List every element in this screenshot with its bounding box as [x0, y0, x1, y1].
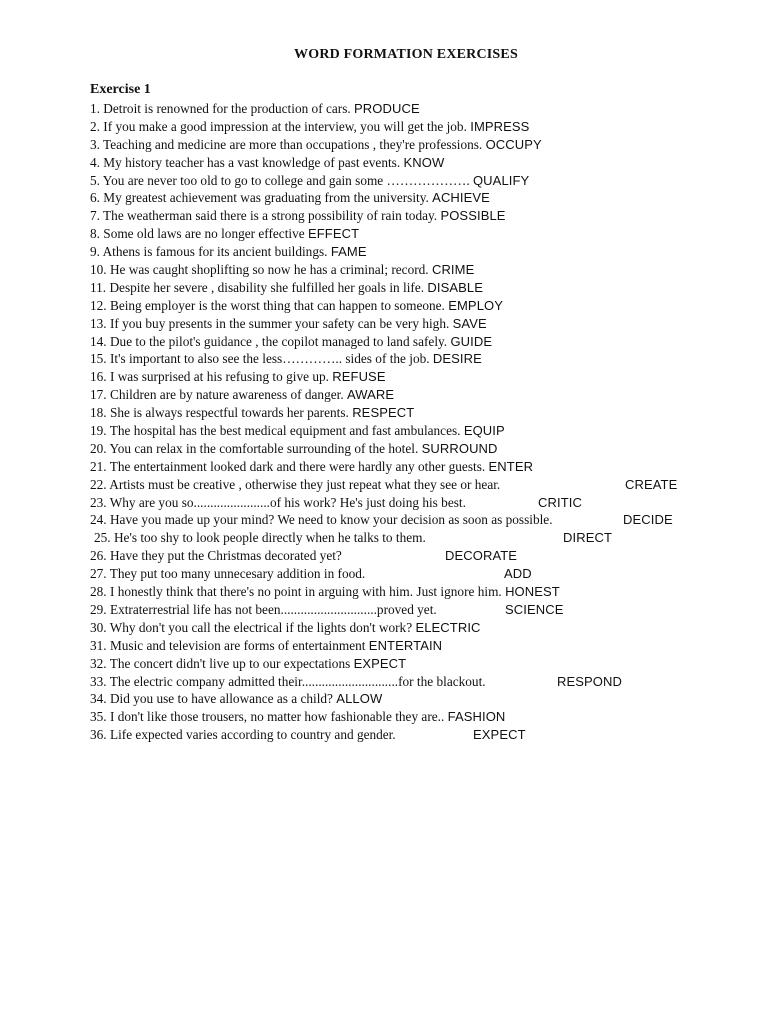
item-keyword: EXPECT	[473, 727, 526, 743]
exercise-item-5	[90, 172, 700, 190]
exercise-item-21	[90, 458, 700, 476]
item-sentence: 26. Have they put the Christmas decorated yet?	[90, 548, 342, 564]
exercise-item-25	[90, 529, 700, 547]
exercise-item-13	[90, 315, 700, 333]
item-sentence: 21. The entertainment looked dark and there were hardly any other guests.	[90, 458, 489, 474]
item-keyword: DISABLE	[427, 279, 484, 295]
exercise-item-14	[90, 333, 700, 351]
exercise-item-29	[90, 601, 700, 619]
exercise-item-12	[90, 297, 700, 315]
item-keyword: HONEST	[505, 584, 560, 600]
item-sentence: 33. The electric company admitted their.............................for the blackout.	[90, 673, 486, 689]
exercise-item-18	[90, 404, 700, 422]
exercise-item-8	[90, 225, 700, 243]
item-sentence: 23. Why are you so.......................of his work? He's just doing his best.	[90, 494, 466, 510]
item-sentence: 16. I was surprised at his refusing to give up.	[90, 369, 333, 385]
item-sentence: 12. Being employer is the worst thing that can happen to someone.	[90, 297, 449, 313]
exercise-item-31	[90, 637, 700, 655]
item-keyword: CREATE	[625, 476, 678, 492]
item-keyword: POSSIBLE	[440, 208, 506, 224]
exercise-item-22	[90, 476, 700, 494]
item-keyword: IMPRESS	[470, 118, 530, 134]
item-sentence: 30. Why don't you call the electrical if the lights don't work?	[90, 619, 416, 635]
exercise-item-list	[90, 100, 700, 744]
item-sentence: 24. Have you made up your mind? We need to know your decision as soon as possible.	[90, 512, 553, 528]
item-keyword: EFFECT	[307, 226, 360, 242]
item-sentence: 3. Teaching and medicine are more than occupations , they're professions.	[90, 136, 486, 152]
exercise-item-6	[90, 189, 700, 207]
exercise-item-9	[90, 243, 700, 261]
document-title: WORD FORMATION EXERCISES	[294, 47, 518, 62]
item-sentence: 1. Detroit is renowned for the production of cars.	[90, 101, 355, 116]
item-keyword: EQUIP	[463, 423, 505, 439]
item-keyword: EMPLOY	[448, 297, 504, 313]
item-keyword: ELECTRIC	[415, 619, 481, 635]
item-keyword: SAVE	[452, 315, 487, 331]
exercise-item-27	[90, 565, 700, 583]
item-sentence: 11. Despite her severe , disability she fulfilled her goals in life.	[90, 279, 428, 295]
exercise-heading: Exercise 1	[90, 82, 151, 97]
item-keyword: DECIDE	[623, 512, 673, 528]
item-sentence: 14. Due to the pilot's guidance , the copilot managed to land safely.	[90, 333, 451, 349]
item-sentence: 7. The weatherman said there is a strong possibility of rain today.	[90, 208, 441, 224]
item-keyword: FAME	[330, 244, 367, 260]
item-sentence: 5. You are never too old to go to college and gain some ……………….	[90, 172, 473, 188]
exercise-item-17	[90, 386, 700, 404]
item-sentence: 25. He's too shy to look people directly when he talks to them.	[94, 530, 426, 546]
item-sentence: 34. Did you use to have allowance as a child?	[90, 691, 337, 707]
item-sentence: 13. If you buy presents in the summer your safety can be very high.	[90, 315, 453, 331]
item-sentence: 32. The concert didn't live up to our expectations	[90, 655, 354, 671]
item-keyword: PRODUCE	[354, 101, 420, 116]
exercise-item-1	[90, 100, 700, 118]
item-keyword: SCIENCE	[505, 601, 564, 617]
exercise-item-23	[90, 494, 700, 512]
item-sentence: 17. Children are by nature awareness of danger.	[90, 387, 347, 403]
exercise-item-3	[90, 136, 700, 154]
exercise-item-10	[90, 261, 700, 279]
exercise-item-15	[90, 350, 700, 368]
item-sentence: 9. Athens is famous for its ancient buildings.	[90, 244, 331, 260]
exercise-item-36	[90, 726, 700, 744]
item-keyword: QUALIFY	[472, 172, 530, 188]
exercise-item-7	[90, 207, 700, 225]
item-keyword: ENTER	[488, 458, 534, 474]
item-keyword: ENTERTAIN	[368, 637, 443, 653]
item-sentence: 2. If you make a good impression at the interview, you will get the job.	[90, 118, 471, 134]
exercise-item-26	[90, 547, 700, 565]
exercise-item-32	[90, 655, 700, 673]
item-keyword: DECORATE	[445, 548, 518, 564]
item-keyword: KNOW	[403, 154, 445, 170]
item-keyword: RESPECT	[352, 405, 415, 421]
exercise-item-28	[90, 583, 700, 601]
item-sentence: 19. The hospital has the best medical equipment and fast ambulances.	[90, 423, 464, 439]
item-sentence: 6. My greatest achievement was graduating from the university.	[90, 190, 433, 206]
exercise-item-16	[90, 368, 700, 386]
exercise-item-30	[90, 619, 700, 637]
item-keyword: GUIDE	[450, 333, 493, 349]
item-sentence: 8. Some old laws are no longer effective	[90, 226, 308, 242]
exercise-item-2	[90, 118, 700, 136]
item-keyword: SURROUND	[421, 440, 498, 456]
item-sentence: 18. She is always respectful towards her parents.	[90, 405, 353, 421]
item-keyword: RESPOND	[557, 673, 622, 689]
exercise-item-11	[90, 279, 700, 297]
exercise-item-34	[90, 690, 700, 708]
item-sentence: 36. Life expected varies according to country and gender.	[90, 727, 396, 743]
item-sentence: 29. Extraterrestrial life has not been.............................proved yet.	[90, 601, 437, 617]
item-sentence: 31. Music and television are forms of entertainment	[90, 637, 369, 653]
exercise-item-33	[90, 673, 700, 691]
item-sentence: 10. He was caught shoplifting so now he has a criminal; record.	[90, 262, 432, 278]
item-keyword: DIRECT	[563, 530, 612, 546]
item-keyword: AWARE	[346, 387, 395, 403]
exercise-item-20	[90, 440, 700, 458]
item-sentence: 22. Artists must be creative , otherwise they just repeat what they see or hear.	[90, 476, 501, 492]
item-sentence: 20. You can relax in the comfortable surrounding of the hotel.	[90, 440, 422, 456]
item-keyword: REFUSE	[332, 369, 386, 385]
item-keyword: ACHIEVE	[432, 190, 490, 206]
item-sentence: 28. I honestly think that there's no point in arguing with him. Just ignore him.	[90, 584, 506, 600]
item-keyword: CRIME	[431, 262, 475, 278]
item-keyword: ALLOW	[336, 691, 383, 707]
item-keyword: FASHION	[447, 709, 506, 725]
exercise-item-24	[90, 511, 700, 529]
item-keyword: CRITIC	[538, 494, 582, 510]
exercise-item-19	[90, 422, 700, 440]
item-keyword: EXPECT	[353, 655, 407, 671]
item-sentence: 27. They put too many unnecesary addition in food.	[90, 566, 366, 582]
item-keyword: ADD	[504, 566, 532, 582]
exercise-item-4	[90, 154, 700, 172]
exercise-item-35	[90, 708, 700, 726]
item-keyword: OCCUPY	[485, 136, 542, 152]
item-sentence: 4. My history teacher has a vast knowledge of past events.	[90, 154, 404, 170]
item-keyword: DESIRE	[432, 351, 482, 367]
item-sentence: 35. I don't like those trousers, no matter how fashionable they are..	[90, 709, 448, 725]
item-sentence: 15. It's important to also see the less………….. sides of the job.	[90, 351, 433, 367]
